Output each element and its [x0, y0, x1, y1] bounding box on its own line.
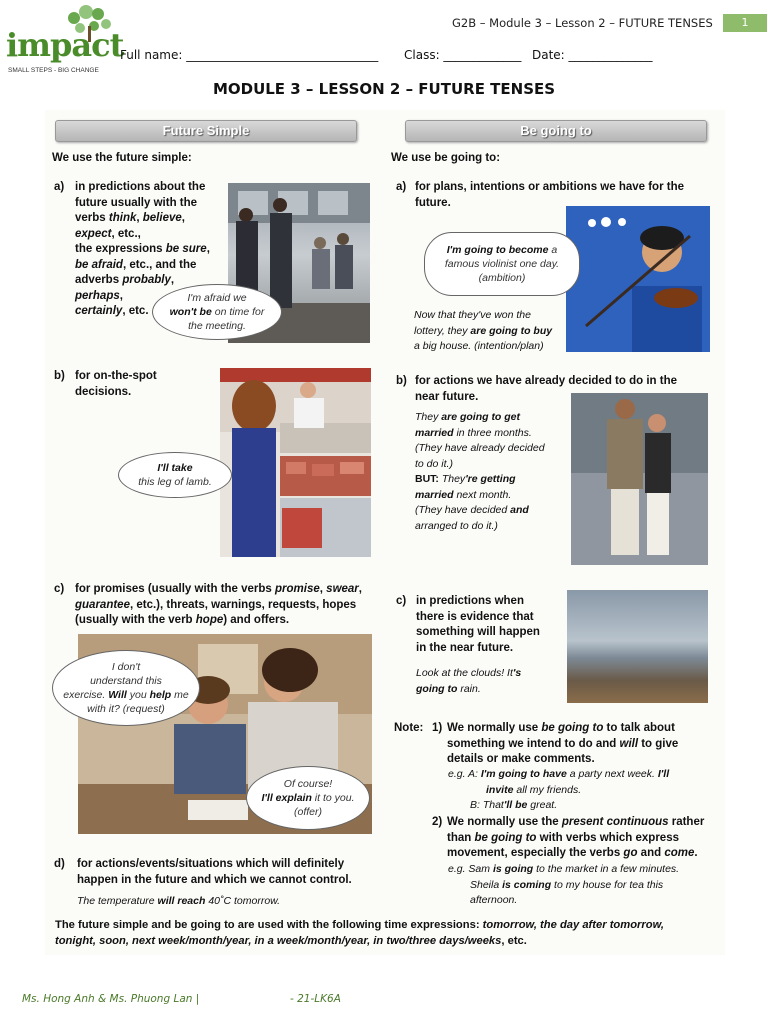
note-label: Note:: [394, 722, 424, 734]
be-going-to-intro: We use be going to:: [391, 152, 501, 164]
date-field[interactable]: Date: ______________: [532, 48, 653, 62]
note-2-example: e.g. Sam is going to the market in a few minutes. Sheila is coming to my house for tea this afternoon.: [448, 863, 680, 906]
right-c-example: Look at the clouds! It's going to rain.: [416, 667, 522, 695]
left-a-letter: a): [54, 181, 65, 193]
page-title: MODULE 3 – LESSON 2 – FUTURE TENSES: [212, 80, 556, 98]
footer-code: - 21-LK6A: [290, 993, 341, 1005]
speech-bubble-offer: Of course! I'll explain it to you. (offer): [246, 766, 370, 830]
left-d-letter: d): [54, 858, 65, 870]
be-going-to-banner: Be going to: [405, 120, 707, 142]
photo-couple: [571, 393, 708, 565]
left-a-text: in predictions about the future usually with the verbs think, believe, expect, etc., the expressions be sure, be afraid, etc., and the adverbs probably, perhaps, certainly, etc.: [75, 181, 210, 317]
logo-wordmark: impact: [6, 26, 124, 64]
right-a-text: for plans, intentions or ambitions we have for the future.: [415, 181, 685, 209]
right-c-letter: c): [396, 595, 407, 607]
right-c-text: in predictions when there is evidence that something will happen in the near future.: [416, 595, 540, 654]
future-simple-banner: Future Simple: [55, 120, 357, 142]
left-b-text: for on-the-spot decisions.: [75, 370, 157, 398]
footer-authors: Ms. Hong Anh & Ms. Phuong Lan |: [22, 993, 200, 1005]
speech-bubble-request: I don't understand this exercise. Will you help me with it? (request): [52, 650, 200, 726]
right-a-example: Now that they've won the lottery, they are going to buy a big house. (intention/plan): [414, 309, 553, 352]
left-c-text: for promises (usually with the verbs promise, swear, guarantee, etc.), threats, warnings, requests, hopes (usually with the verb hope) and offers.: [75, 583, 362, 626]
thought-bubble-ambition: I'm going to become a famous violinist one day. (ambition): [424, 232, 580, 296]
left-b-letter: b): [54, 370, 65, 382]
full-name-field[interactable]: Full name: ________________________________: [120, 48, 379, 62]
logo: [6, 4, 124, 79]
page-number: 1: [723, 14, 767, 32]
note-1-example: e.g. A: I'm going to have a party next week. I'll invite all my friends. B: That'll be great.: [448, 768, 670, 811]
logo-tagline: SMALL STEPS - BIG CHANGE: [8, 67, 99, 74]
note-1-text: We normally use be going to to talk about something we intend to do and will to give details or make comments.: [447, 722, 679, 765]
left-c-letter: c): [54, 583, 65, 595]
doc-reference: G2B – Module 3 – Lesson 2 – FUTURE TENSES: [452, 16, 713, 30]
photo-clouds: [567, 590, 708, 703]
right-b-letter: b): [396, 375, 407, 387]
right-b-text: for actions we have already decided to do in the near future.: [415, 375, 678, 403]
note-1-number: 1): [432, 722, 443, 734]
time-expressions-note: The future simple and be going to are used with the following time expressions: tomorrow, the day after tomorrow, tonight, soon, next week/month/year, in a week/month/year, in two/three days/weeks, etc.: [55, 919, 664, 947]
future-simple-intro: We use the future simple:: [52, 152, 192, 164]
photo-butcher: [220, 368, 371, 557]
note-2-number: 2): [432, 816, 443, 828]
note-2-text: We normally use the present continuous rather than be going to with verbs which express movement, especially the verbs go and come.: [447, 816, 705, 859]
speech-bubble-lamb: I'll take this leg of lamb.: [118, 452, 232, 498]
thought-dots-icon: [584, 213, 634, 233]
right-a-letter: a): [396, 181, 407, 193]
class-field[interactable]: Class: _____________: [404, 48, 522, 62]
speech-bubble-afraid: I'm afraid we won't be on time for the meeting.: [152, 284, 282, 340]
right-b-example: They are going to get married in three months. (They have already decided to do it.) BUT: They're getting married next month. (They have decided and arranged to do it.): [415, 411, 545, 532]
left-d-example: The temperature will reach 40˚C tomorrow.: [77, 895, 281, 907]
left-d-text: for actions/events/situations which will definitely happen in the future and which we cannot control.: [77, 858, 352, 886]
